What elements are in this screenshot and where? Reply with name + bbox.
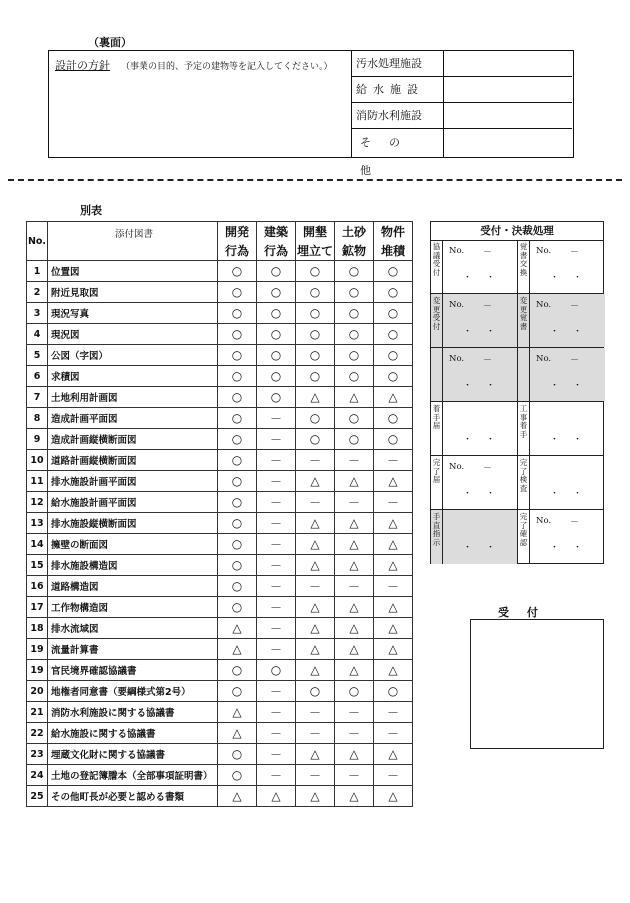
row-no: 2 [27,282,48,303]
row-no: 11 [27,471,48,492]
row-mark: ○ [218,660,257,681]
row-mark: ○ [374,303,413,324]
row-mark: ○ [335,408,374,429]
appendix-title: 別表 [80,204,102,217]
row-no: 16 [27,576,48,597]
back-side-title: （裏面） [88,36,132,49]
row-mark: △ [335,513,374,534]
row-mark: － [296,450,335,471]
row-no: 18 [27,618,48,639]
row-mark: △ [296,597,335,618]
row-mark: － [374,702,413,723]
process-row [431,348,603,402]
row-mark: － [296,576,335,597]
table-row [27,366,413,387]
row-mark: △ [335,471,374,492]
row-mark: ○ [374,408,413,429]
row-mark: △ [296,534,335,555]
row-mark: △ [374,618,413,639]
process-no-label: No. [449,462,465,472]
row-mark: △ [296,744,335,765]
row-mark: － [335,576,374,597]
process-dash: － [483,356,493,366]
table-row [27,597,413,618]
row-no: 5 [27,345,48,366]
process-cell[interactable] [518,348,605,401]
process-table [430,221,604,564]
process-date-dots: ・・ [463,381,510,391]
row-mark: △ [296,618,335,639]
col-header-top: 物件 [374,222,413,242]
row-document-name: 造成計画縦横断面図 [48,429,218,450]
row-document-name: 附近見取図 [48,282,218,303]
row-mark: ○ [218,303,257,324]
process-no-label: No. [536,300,552,310]
row-mark: △ [218,639,257,660]
table-row [27,429,413,450]
process-date-dots: ・・ [463,273,510,283]
row-mark: － [335,723,374,744]
row-mark: △ [374,471,413,492]
row-mark: △ [374,513,413,534]
row-no: 13 [27,513,48,534]
row-no: 3 [27,303,48,324]
row-mark: ○ [257,660,296,681]
process-dash: － [483,302,493,312]
process-dash: － [570,518,580,528]
col-header-bottom: 行為 [257,241,296,261]
row-document-name: 位置図 [48,261,218,282]
row-mark: ○ [296,429,335,450]
row-no: 17 [27,597,48,618]
row-mark: ○ [296,261,335,282]
row-mark: ○ [374,366,413,387]
row-document-name: 道路計画縦横断面図 [48,450,218,471]
row-mark: ○ [257,345,296,366]
process-cell-label: 協議受付 [431,240,443,293]
col-header-bottom: 鉱物 [335,241,374,261]
row-document-name: 給水施設計画平面図 [48,492,218,513]
row-mark: ○ [218,387,257,408]
row-document-name: 工作物構造図 [48,597,218,618]
row-mark: △ [374,387,413,408]
table-row [27,324,413,345]
row-document-name: 現況写真 [48,303,218,324]
row-mark: △ [218,786,257,807]
process-no-label: No. [536,246,552,256]
facility-row-water[interactable] [352,77,572,103]
row-mark: － [374,576,413,597]
row-mark: ○ [335,345,374,366]
row-mark: － [257,576,296,597]
table-row [27,702,413,723]
process-cell[interactable] [518,294,605,347]
row-document-name: 現況図 [48,324,218,345]
process-cell[interactable] [431,510,518,564]
row-mark: － [374,450,413,471]
row-mark: △ [374,597,413,618]
table-row [27,450,413,471]
row-mark: △ [374,786,413,807]
facility-label: 汚水処理施設 [352,51,444,76]
row-mark: － [257,618,296,639]
process-row [431,456,603,510]
process-dash: － [570,302,580,312]
col-name-header: 添付図書 [48,222,218,261]
table-row [27,639,413,660]
row-mark: ○ [374,681,413,702]
design-policy-table [48,50,574,177]
row-mark: ○ [218,471,257,492]
row-mark: △ [374,744,413,765]
row-mark: ○ [257,303,296,324]
row-no: 14 [27,534,48,555]
process-date-dots: ・・ [463,543,510,553]
row-mark: － [257,555,296,576]
row-mark: － [257,681,296,702]
row-document-name: 造成計画平面図 [48,408,218,429]
table-row [27,261,413,282]
row-mark: ○ [296,366,335,387]
row-mark: ○ [296,282,335,303]
process-cell-label: 工事着手 [518,402,530,455]
row-document-name: 排水流域図 [48,618,218,639]
row-mark: △ [296,471,335,492]
process-cell-label: 手直指示 [431,510,443,564]
row-document-name: その他町長が必要と認める書類 [48,786,218,807]
process-cell-label: 覚書交換 [518,240,530,293]
row-mark: ○ [218,765,257,786]
table-row [27,471,413,492]
table-row [27,618,413,639]
row-document-name: 流量計算書 [48,639,218,660]
row-mark: ○ [218,555,257,576]
row-mark: ○ [374,345,413,366]
process-cell-label: 完了検査 [518,456,530,509]
process-no-label: No. [449,246,465,256]
row-no: 7 [27,387,48,408]
col-header-top: 開墾 [296,222,335,242]
row-mark: ○ [218,576,257,597]
process-date-dots: ・・ [550,273,597,283]
row-mark: ○ [257,282,296,303]
col-header-top: 土砂 [335,222,374,242]
process-row [431,294,603,348]
row-mark: ○ [257,387,296,408]
facility-label: その他 [352,129,444,157]
row-mark: ○ [218,366,257,387]
row-document-name: 給水施設に関する協議書 [48,723,218,744]
row-mark: － [257,429,296,450]
row-mark: △ [335,534,374,555]
row-mark: △ [335,639,374,660]
process-row [431,240,603,294]
process-cell-label: 完了届 [431,456,443,509]
row-mark: ○ [218,681,257,702]
process-date-dots: ・・ [550,381,597,391]
row-mark: △ [296,660,335,681]
design-policy-note: （事業の目的、予定の建物等を記入してください。） [121,62,333,72]
row-mark: － [257,765,296,786]
row-mark: － [257,534,296,555]
attachments-table [26,221,413,807]
process-no-label: No. [449,354,465,364]
process-cell[interactable] [518,402,605,455]
row-mark: － [335,450,374,471]
row-no: 4 [27,324,48,345]
row-document-name: 官民境界確認協議書 [48,660,218,681]
row-mark: ○ [218,261,257,282]
row-document-name: 擁壁の断面図 [48,534,218,555]
process-cell[interactable] [518,240,605,293]
row-mark: △ [335,660,374,681]
row-mark: ○ [296,345,335,366]
process-no-label: No. [536,354,552,364]
process-date-dots: ・・ [463,435,510,445]
row-mark: △ [335,387,374,408]
row-mark: △ [218,723,257,744]
row-mark: △ [335,555,374,576]
process-cell-label [431,348,443,401]
row-document-name: 排水施設計画平面図 [48,471,218,492]
facility-label: 消防水利施設 [352,103,444,128]
facility-row-other[interactable] [352,129,572,177]
row-no: 10 [27,450,48,471]
row-mark: ○ [218,597,257,618]
table-row [27,345,413,366]
row-no: 22 [27,723,48,744]
row-mark: △ [218,702,257,723]
row-document-name: 求積図 [48,366,218,387]
row-mark: ○ [296,681,335,702]
row-mark: △ [218,618,257,639]
facility-row-sewage[interactable] [352,51,572,77]
table-row [27,576,413,597]
row-mark: ○ [374,429,413,450]
table-row [27,513,413,534]
process-date-dots: ・・ [550,489,597,499]
design-policy-cell[interactable] [49,51,352,157]
row-mark: － [296,765,335,786]
process-cell[interactable] [431,294,518,347]
process-date-dots: ・・ [550,327,597,337]
row-mark: ○ [296,408,335,429]
row-mark: ○ [257,324,296,345]
row-document-name: 埋蔵文化財に関する協議書 [48,744,218,765]
reception-stamp-box[interactable] [470,619,604,749]
row-mark: ○ [335,324,374,345]
table-row [27,408,413,429]
process-cell[interactable] [518,456,605,509]
facility-label: 給水施設 [352,77,444,102]
process-cell[interactable] [518,510,605,564]
row-mark: ○ [335,303,374,324]
process-no-label: No. [536,516,552,526]
col-no-header: No. [27,222,48,261]
row-mark: △ [296,387,335,408]
table-row [27,282,413,303]
row-document-name: 地権者同意書（要綱様式第2号） [48,681,218,702]
cut-line [8,179,622,181]
table-row [27,387,413,408]
row-mark: － [257,597,296,618]
row-mark: ○ [374,261,413,282]
table-row [27,555,413,576]
row-mark: ○ [218,429,257,450]
row-no: 15 [27,555,48,576]
row-mark: ○ [374,324,413,345]
row-mark: △ [335,744,374,765]
row-mark: ○ [218,492,257,513]
process-cell[interactable] [431,348,518,401]
row-mark: ○ [218,282,257,303]
process-dash: － [570,356,580,366]
row-document-name: 排水施設構造図 [48,555,218,576]
table-row [27,744,413,765]
row-mark: － [296,702,335,723]
process-dash: － [483,248,493,258]
row-mark: △ [296,555,335,576]
row-mark: △ [374,555,413,576]
process-cell[interactable] [431,456,518,509]
row-document-name: 消防水利施設に関する協議書 [48,702,218,723]
design-policy-label: 設計の方針 [55,59,110,72]
row-document-name: 道路構造図 [48,576,218,597]
row-document-name: 排水施設縦横断面図 [48,513,218,534]
row-mark: － [257,492,296,513]
row-no: 19 [27,639,48,660]
row-no: 25 [27,786,48,807]
row-mark: ○ [335,681,374,702]
process-row [431,510,603,564]
row-mark: ○ [218,345,257,366]
table-row [27,303,413,324]
row-mark: ○ [257,261,296,282]
row-mark: △ [374,534,413,555]
row-mark: － [335,702,374,723]
table-row [27,534,413,555]
row-mark: △ [374,639,413,660]
process-title: 受付・決裁処理 [431,222,603,241]
row-mark: － [374,765,413,786]
row-mark: － [296,723,335,744]
row-document-name: 土地利用計画図 [48,387,218,408]
row-no: 23 [27,744,48,765]
row-no: 21 [27,702,48,723]
table-row [27,492,413,513]
row-mark: △ [296,786,335,807]
process-no-label: No. [449,300,465,310]
row-mark: ○ [335,429,374,450]
row-mark: △ [296,639,335,660]
row-mark: － [296,492,335,513]
col-header-top: 開発 [218,222,257,242]
row-document-name: 土地の登記簿謄本（全部事項証明書） [48,765,218,786]
row-mark: ○ [218,450,257,471]
col-header-bottom: 行為 [218,241,257,261]
row-mark: － [374,492,413,513]
row-mark: － [257,744,296,765]
process-dash: － [570,248,580,258]
row-mark: ○ [335,261,374,282]
process-dash: － [483,464,493,474]
row-mark: － [374,723,413,744]
process-cell-label: 完了確認 [518,510,530,564]
process-date-dots: ・・ [550,435,597,445]
row-mark: ○ [374,282,413,303]
row-mark: ○ [218,744,257,765]
row-mark: － [257,408,296,429]
col-header-top: 建築 [257,222,296,242]
process-cell[interactable] [431,240,518,293]
attachments-body [27,261,413,807]
row-no: 20 [27,681,48,702]
row-mark: ○ [257,366,296,387]
row-mark: △ [335,786,374,807]
row-mark: － [335,765,374,786]
row-mark: － [257,471,296,492]
row-mark: ○ [296,303,335,324]
table-row [27,765,413,786]
row-mark: △ [374,660,413,681]
row-mark: ○ [335,366,374,387]
process-row [431,402,603,456]
row-mark: △ [296,513,335,534]
row-mark: － [257,639,296,660]
row-mark: △ [335,618,374,639]
table-row [27,660,413,681]
facility-row-fire[interactable] [352,103,572,129]
row-mark: △ [257,786,296,807]
col-header-bottom: 埋立て [296,241,335,261]
row-no: 8 [27,408,48,429]
row-mark: － [257,723,296,744]
table-row [27,723,413,744]
table-row [27,786,413,807]
process-cell-label: 変更覚書 [518,294,530,347]
process-date-dots: ・・ [463,327,510,337]
row-no: 19 [27,660,48,681]
row-no: 6 [27,366,48,387]
row-mark: － [257,513,296,534]
row-no: 1 [27,261,48,282]
row-mark: ○ [218,513,257,534]
row-mark: ○ [218,408,257,429]
row-mark: ○ [218,534,257,555]
row-no: 9 [27,429,48,450]
process-cell-label: 変更受付 [431,294,443,347]
row-mark: － [257,702,296,723]
table-row [27,681,413,702]
row-no: 12 [27,492,48,513]
row-document-name: 公図（字図） [48,345,218,366]
reception-title: 受付 [498,606,556,619]
row-mark: ○ [335,282,374,303]
row-no: 24 [27,765,48,786]
process-date-dots: ・・ [463,489,510,499]
process-cell-label: 着手届 [431,402,443,455]
process-cell[interactable] [431,402,518,455]
process-date-dots: ・・ [550,543,597,553]
row-mark: ○ [218,324,257,345]
col-header-bottom: 堆積 [374,241,413,261]
row-mark: － [257,450,296,471]
row-mark: △ [335,597,374,618]
process-cell-label [518,348,530,401]
row-mark: ○ [296,324,335,345]
row-mark: － [335,492,374,513]
